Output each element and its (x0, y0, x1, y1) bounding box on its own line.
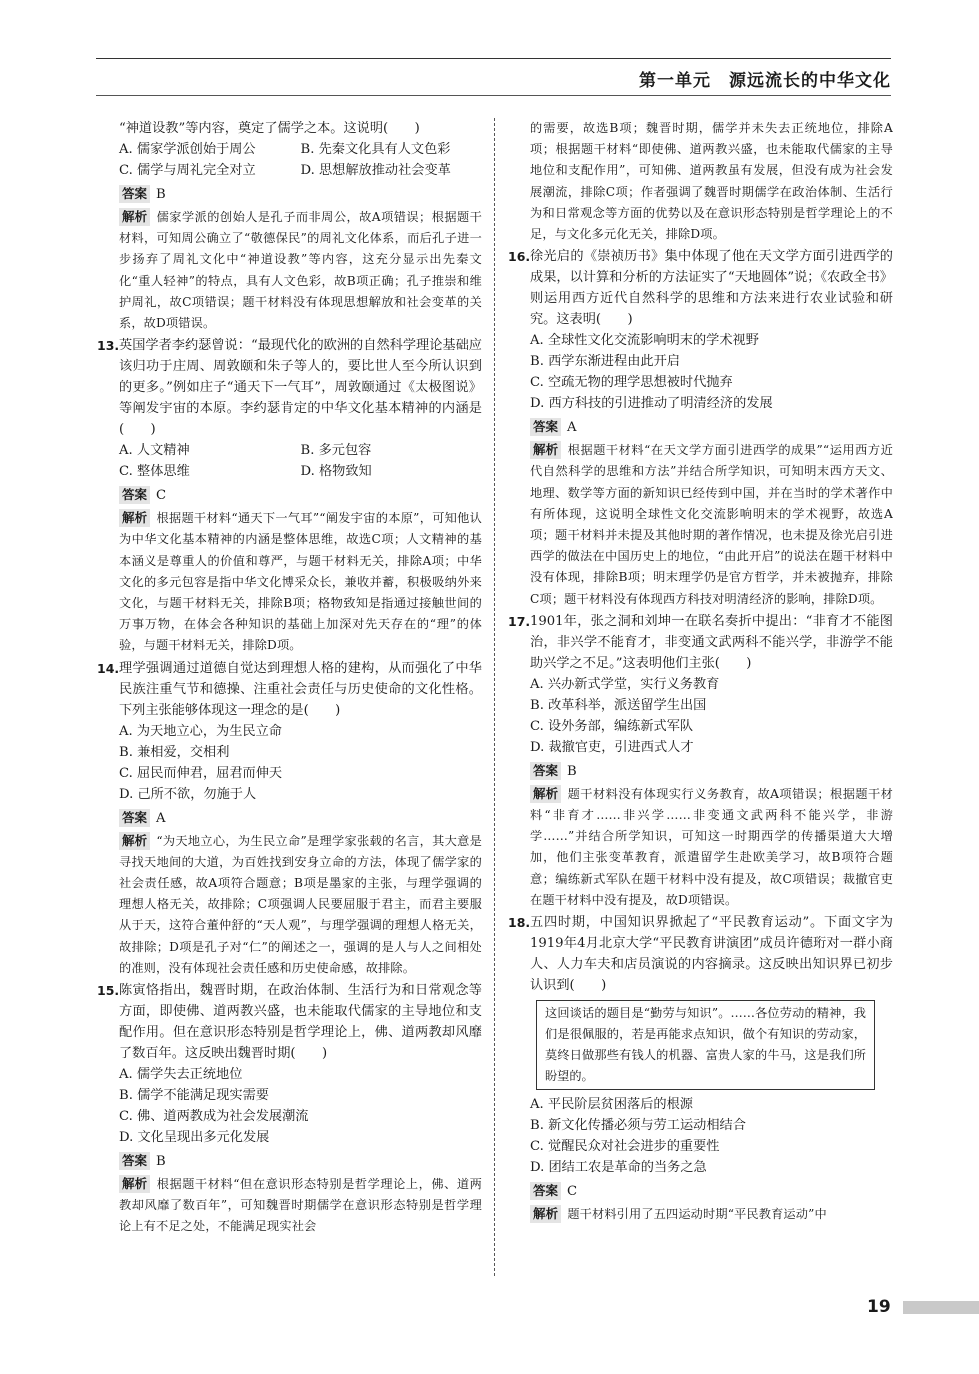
option-b: B. 儒学不能满足现实需要 (119, 1088, 269, 1104)
answer-value: A (567, 420, 577, 436)
explanation-text: 题干材料引用了五四运动时期“平民教育运动”中 (567, 1207, 827, 1222)
options (97, 440, 482, 482)
question-number: 14. (97, 660, 120, 676)
explanation (508, 1204, 893, 1225)
answer-tag: 答案 (530, 418, 561, 436)
header-rule (96, 58, 891, 59)
answer-line (508, 761, 893, 782)
explanation-text: 根据题干材料“但在意识形态特别是哲学理论上，佛、道两教却风靡了数百年”，可知魏晋时期儒学在意识形态特别是哲学理论上有不足之处，不能满足现实社会 (119, 1177, 482, 1234)
answer-line (97, 808, 482, 829)
explanation-tag: 解析 (530, 785, 561, 803)
answer-value: B (567, 763, 577, 779)
explanation (508, 784, 893, 911)
answer-tag: 答案 (119, 1152, 150, 1170)
question-number: 13. (97, 338, 120, 354)
question-17 (508, 611, 893, 674)
option-d: D. 文化呈现出多元化发展 (119, 1130, 270, 1146)
explanation (97, 1174, 482, 1238)
question-number: 16. (508, 249, 531, 265)
option-d: D. 格物致知 (300, 464, 372, 480)
question-stem: 1901年，张之洞和刘坤一在联名奏折中提出：“非育才不能图治，非兴学不能育才，非变通文武两科不能兴学，非游学不能助兴学之不足。”这表明他们主张( ) (530, 613, 893, 671)
answer-value: A (156, 810, 166, 826)
answer-tag: 答案 (530, 762, 561, 780)
left-column (97, 118, 482, 1238)
explanation-text: 根据题干材料“通天下一气耳”“阐发宇宙的本原”，可知他认为中华文化基本精神的内涵是整体思维，故选C项；人文精神的基本涵义是尊重人的价值和尊严，与题干材料无关，排除A项；中华文化的多元包容是指中华文化博采众长，兼收并蓄，积极吸纳外来文化，与题干材料无关，排除B项；格物致知是指通过接触世间的万事万物，在体会各种知识的基础上加深对先天存在的“理”的体验，与题干材料无关，排除D项。 (119, 511, 482, 653)
option-b: B. 西学东渐进程由此开启 (530, 354, 680, 370)
option-c: C. 佛、道两教成为社会发展潮流 (119, 1109, 309, 1125)
question-number: 18. (508, 915, 531, 931)
explanation-tag: 解析 (119, 832, 150, 850)
answer-line (97, 1151, 482, 1172)
answer-line (97, 184, 482, 205)
explanation-text: 儒家学派的创始人是孔子而非周公，故A项错误；根据题干材料，可知周公确立了“敬德保民”的周礼文化体系，而后孔子进一步扬弃了周礼文化中“神道设教”等内容，这充分显示出先秦文化“重人轻神”的特点，具有人文色彩，故B项正确；孔子推崇和维护周礼，故C项错误；题干材料没有体现思想解放和社会变革的关系，故D项错误。 (119, 210, 482, 331)
explanation-tag: 解析 (119, 1175, 150, 1193)
explanation-text: 题干材料没有体现实行义务教育，故A项错误；根据题干材料“非育才……非兴学……非变通文武两科不能兴学，非游学……”并结合所学知识，可知这一时期西学的传播渠道大大增加，他们主张变革教育，派遣留学生赴欧美学习，故B项符合题意；编练新式军队在题干材料中没有提及，故C项错误；裁撤官吏在题干材料中没有提及，故D项错误。 (530, 786, 893, 907)
answer-value: C (567, 1184, 578, 1200)
quote-box: 这回谈话的题目是“勤劳与知识”。……各位劳动的精神，我们是很佩服的，若是再能求点知识，做个有知识的劳动家，莫终日做那些有钱人的机器、富贵人家的牛马，这是我们所盼望的。 (536, 1000, 875, 1090)
explanation-tag: 解析 (119, 208, 150, 226)
option-c: C. 设外务部，编练新式军队 (530, 718, 694, 734)
explanation-continued: 的需要，故选B项；魏晋时期，儒学并未失去正统地位，排除A项；根据题干材料“即使佛、道两教兴盛，也未能取代儒家的主导地位和支配作用”，可知佛、道两教虽有发展，但没有成为社会发展潮流，排除C项；作者强调了魏晋时期儒学在政治体制、生活行为和日常观念等方面的优势以及在意识形态特别是哲学理论上的不足，与文化多元化无关，排除D项。 (530, 121, 893, 242)
option-a: A. 人文精神 (119, 443, 190, 459)
page-number: 19 (867, 1297, 891, 1317)
options (97, 139, 482, 181)
page-number-bar (903, 1301, 979, 1314)
answer-line (508, 1181, 893, 1202)
option-c: C. 觉醒民众对社会进步的重要性 (530, 1139, 720, 1155)
question-12-continued (97, 118, 482, 334)
answer-line (97, 485, 482, 506)
option-a: A. 兴办新式学堂，实行义务教育 (530, 676, 720, 692)
option-d: D. 裁撤官吏，引进西式人才 (530, 739, 694, 755)
option-a: A. 儒家学派创始于周公 (119, 142, 256, 157)
question-stem: 英国学者李约瑟曾说：“最现代化的欧洲的自然科学理论基础应该归功于庄周、周敦颐和朱子等人的，要比世人至今所认识到的更多。”例如庄子“通天下一气耳”，周敦颐通过《太极图说》等阐发宇宙的本原。李约瑟肯定的中华文化基本精神的内涵是( ) (119, 338, 482, 438)
page-header-title: 第一单元 源远流长的中华文化 (639, 71, 891, 91)
option-a: A. 平民阶层贫困落后的根源 (530, 1097, 693, 1113)
answer-tag: 答案 (119, 486, 150, 504)
explanation (97, 831, 482, 979)
question-stem: 徐光启的《崇祯历书》集中体现了他在天文学方面引进西学的成果，以计算和分析的方法证实了“天地圆体”说；《农政全书》则运用西方近代自然科学的思维和方法来进行农业试验和研究。这表明( ) (530, 249, 893, 328)
right-column (508, 118, 893, 1225)
question-15 (97, 980, 482, 1064)
answer-value: C (156, 488, 167, 504)
question-13 (97, 335, 482, 440)
option-a: A. 儒学失去正统地位 (119, 1067, 243, 1083)
explanation (508, 440, 893, 610)
option-d: D. 思想解放推动社会变革 (300, 163, 451, 178)
explanation-tag: 解析 (119, 509, 150, 527)
explanation (97, 207, 482, 334)
question-18 (508, 912, 893, 996)
question-stem: 五四时期，中国知识界掀起了“平民教育运动”。下面文字为1919年4月北京大学“平民教育讲演团”成员许德珩对一群小商人、人力车夫和店员演说的内容摘录。这反映出知识界已初步认识到( ) (530, 915, 893, 994)
option-b: B. 兼相爱，交相利 (119, 744, 230, 760)
answer-value: B (156, 187, 166, 202)
explanation-text: “为天地立心，为生民立命”是理学家张载的名言，其大意是寻找天地间的大道，为百姓找到安身立命的方法，体现了儒学家的社会责任感，故A项符合题意；B项是墨家的主张，与理学强调的理想人格无关，故排除；C项强调人民要屈服于君主，而君主要服从于天，这符合董仲舒的“天人观”，与理学强调的理想人格无关，故排除；D项是孔子对“仁”的阐述之一，强调的是人与人之间相处的准则，没有体现社会责任感和历史使命感，故排除。 (119, 833, 482, 975)
option-b: B. 先秦文化具有人文色彩 (300, 142, 451, 157)
explanation (97, 508, 482, 656)
answer-tag: 答案 (119, 809, 150, 827)
option-d: D. 西方科技的引进推动了明清经济的发展 (530, 396, 773, 412)
column-divider (494, 118, 495, 1276)
option-b: B. 新文化传播必须与劳工运动相结合 (530, 1118, 746, 1134)
answer-line (508, 417, 893, 438)
option-d: D. 团结工农是革命的当务之急 (530, 1160, 707, 1176)
explanation-text: 根据题干材料“在天文学方面引进西学的成果”“运用西方近代自然科学的思维和方法”并结合所学知识，可知明末西方天文、地理、数学等方面的新知识已经传到中国，并在当时的学术著作中有所体现，这说明全球性文化交流影响明末的学术视野，故选A项；题干材料并未提及其他时期的著作情况，也未提及徐光启引进西学的做法在中国历史上的地位，“由此开启”的说法在题干材料中没有体现，排除B项；明末理学仍是官方哲学，并未被抛弃，排除C项；题干材料没有体现西方科技对明清经济的影响，排除D项。 (530, 443, 893, 606)
option-b: B. 改革科举，派送留学生出国 (530, 697, 707, 713)
question-14 (97, 658, 482, 721)
option-c: C. 屈民而伸君，屈君而伸天 (119, 765, 283, 781)
option-c: C. 空疏无物的理学思想被时代抛弃 (530, 375, 733, 391)
question-number: 15. (97, 983, 120, 999)
option-c: C. 儒学与周礼完全对立 (119, 163, 256, 178)
explanation-tag: 解析 (530, 441, 561, 459)
answer-tag: 答案 (119, 185, 150, 203)
option-c: C. 整体思维 (119, 464, 190, 480)
option-a: A. 为天地立心，为生民立命 (119, 723, 282, 739)
question-16 (508, 246, 893, 330)
answer-value: B (156, 1154, 166, 1170)
question-stem: “神道设教”等内容，奠定了儒学之本。这说明( ) (119, 121, 420, 136)
option-b: B. 多元包容 (300, 443, 372, 459)
option-a: A. 全球性文化交流影响明末的学术视野 (530, 333, 759, 349)
question-number: 17. (508, 613, 531, 629)
explanation-tag: 解析 (530, 1205, 561, 1223)
answer-tag: 答案 (530, 1182, 561, 1200)
header-rule-bottom (96, 95, 891, 96)
option-d: D. 己所不欲，勿施于人 (119, 786, 257, 802)
question-stem: 理学强调通过道德自觉达到理想人格的建构，从而强化了中华民族注重气节和德操、注重社会责任与历史使命的文化性格。下列主张能够体现这一理念的是( ) (119, 660, 482, 718)
question-stem: 陈寅恪指出，魏晋时期，在政治体制、生活行为和日常观念等方面，即使佛、道两教兴盛，也未能取代儒家的主导地位和支配作用。但在意识形态特别是哲学理论上，佛、道两教却风靡了数百年。这反映出魏晋时期( ) (119, 983, 482, 1062)
